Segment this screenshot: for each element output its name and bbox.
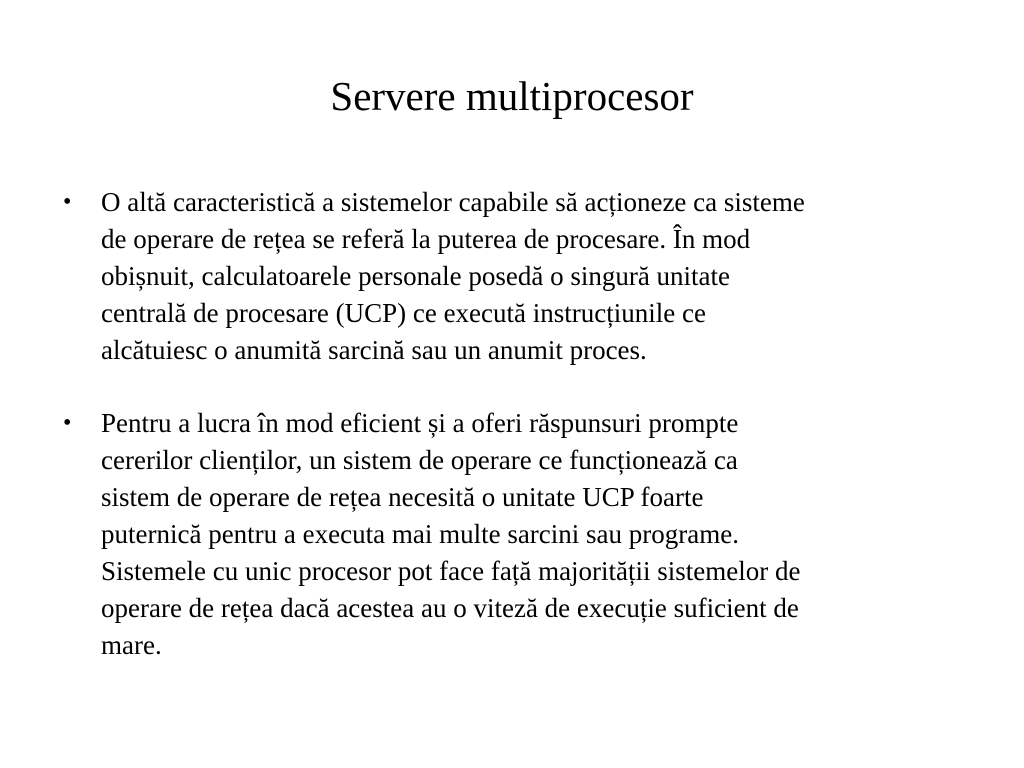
bullet-text-line: puternică pentru a executa mai multe sarcini sau programe.	[101, 519, 739, 549]
bullet-text-line: sistem de operare de rețea necesită o unitate UCP foarte	[101, 482, 704, 512]
bullet-text-line: Pentru a lucra în mod eficient și a oferi răspunsuri prompte	[101, 408, 739, 438]
bullet-marker: •	[63, 410, 72, 436]
bullet-text-line: cererilor clienților, un sistem de operare ce funcționează ca	[101, 445, 738, 475]
bullet-text-line: alcătuiesc o anumită sarcină sau un anumit proces.	[101, 335, 647, 365]
bullet-text-line: mare.	[101, 630, 162, 660]
bullet-text-line: O altă caracteristică a sistemelor capabile să acționeze ca sisteme	[101, 187, 805, 217]
bullet-text-line: obișnuit, calculatoarele personale posedă o singură unitate	[101, 261, 731, 291]
slide-title: Servere multiprocesor	[330, 73, 694, 119]
bullet-text-line: centrală de procesare (UCP) ce execută instrucțiunile ce	[101, 298, 706, 328]
bullet-text-line: operare de rețea dacă acestea au o viteză de execuție suficient de	[101, 593, 799, 623]
bullet-text-line: Sistemele cu unic procesor pot face față majorității sistemelor de	[101, 556, 801, 586]
bullet-item-processing-power	[60, 184, 960, 369]
bullet-text-line: de operare de rețea se referă la puterea de procesare. În mod	[101, 224, 751, 254]
bullet-marker: •	[63, 189, 72, 215]
bullet-item-ucp-requirements	[60, 405, 960, 664]
bullet-list	[60, 184, 960, 700]
